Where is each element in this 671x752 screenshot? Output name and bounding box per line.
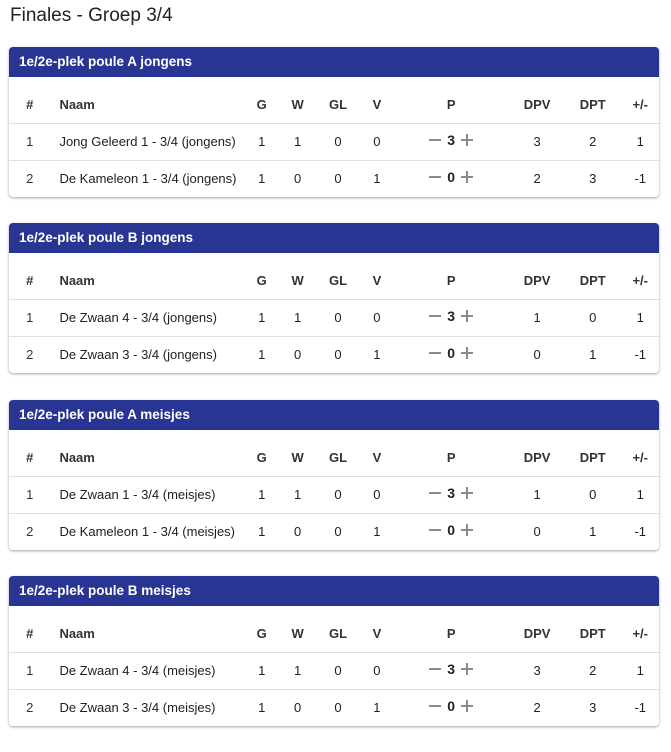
cell-dpv: 1 bbox=[533, 310, 541, 325]
col-rank: # bbox=[26, 272, 34, 288]
cell-plus-minus: 1 bbox=[636, 134, 644, 149]
col-plus-minus: +/- bbox=[632, 272, 649, 288]
poule-card-b-jongens bbox=[9, 223, 659, 373]
col-g: G bbox=[256, 96, 267, 112]
cell-g: 1 bbox=[258, 700, 266, 716]
col-rank: # bbox=[26, 625, 34, 641]
points-value: 0 bbox=[447, 698, 456, 715]
cell-dpv: 2 bbox=[533, 700, 541, 716]
cell-dpv: 0 bbox=[533, 347, 541, 363]
col-v: V bbox=[372, 272, 382, 288]
table-row bbox=[9, 652, 659, 689]
cell-plus-minus: -1 bbox=[634, 171, 647, 187]
col-p: P bbox=[446, 625, 456, 641]
minus-icon[interactable] bbox=[427, 522, 443, 538]
cell-team-name: De Zwaan 3 - 3/4 (jongens) bbox=[59, 347, 217, 363]
cell-points bbox=[392, 652, 510, 689]
plus-icon[interactable] bbox=[459, 698, 475, 714]
cell-points bbox=[392, 689, 510, 726]
standings-table bbox=[9, 430, 659, 550]
col-dpv: DPV bbox=[523, 625, 551, 641]
table-row bbox=[9, 689, 659, 726]
points-stepper bbox=[427, 169, 475, 185]
cell-w: 0 bbox=[293, 171, 302, 187]
points-stepper bbox=[427, 308, 475, 324]
plus-icon[interactable] bbox=[459, 522, 475, 538]
table-row bbox=[9, 299, 659, 336]
cell-gl: 0 bbox=[334, 171, 342, 187]
points-stepper bbox=[427, 485, 475, 501]
minus-icon[interactable] bbox=[427, 698, 443, 714]
col-g: G bbox=[256, 272, 267, 288]
cell-plus-minus: -1 bbox=[634, 347, 647, 363]
col-plus-minus: +/- bbox=[632, 625, 649, 641]
points-value: 3 bbox=[447, 485, 456, 501]
col-w: W bbox=[291, 272, 304, 288]
cell-points bbox=[392, 476, 510, 513]
col-w: W bbox=[291, 96, 304, 112]
plus-icon[interactable] bbox=[459, 308, 475, 324]
cell-team-name: De Zwaan 4 - 3/4 (meisjes) bbox=[59, 663, 216, 678]
poule-title: 1e/2e-plek poule A jongens bbox=[9, 47, 659, 77]
col-dpt: DPT bbox=[579, 272, 606, 288]
standings-table bbox=[9, 606, 659, 726]
cell-dpv: 0 bbox=[533, 524, 541, 540]
cell-dpt: 2 bbox=[589, 663, 597, 678]
table-header-row bbox=[9, 253, 659, 299]
poule-title: 1e/2e-plek poule B jongens bbox=[9, 223, 659, 253]
cell-rank: 2 bbox=[26, 700, 34, 716]
col-gl: GL bbox=[328, 449, 348, 465]
cell-rank: 2 bbox=[26, 171, 34, 187]
cell-team-name: Jong Geleerd 1 - 3/4 (jongens) bbox=[59, 134, 236, 149]
cell-dpt: 0 bbox=[589, 487, 597, 502]
cell-dpt: 2 bbox=[589, 134, 597, 149]
poule-card-a-jongens bbox=[9, 47, 659, 197]
col-rank: # bbox=[26, 449, 34, 465]
col-gl: GL bbox=[328, 625, 348, 641]
cell-rank: 1 bbox=[26, 487, 34, 502]
col-gl: GL bbox=[328, 272, 348, 288]
col-dpt: DPT bbox=[579, 96, 606, 112]
cell-w: 1 bbox=[293, 134, 302, 149]
minus-icon[interactable] bbox=[427, 485, 443, 501]
poule-title: 1e/2e-plek poule A meisjes bbox=[9, 400, 659, 430]
cell-v: 1 bbox=[373, 347, 381, 363]
poule-card-a-meisjes bbox=[9, 400, 659, 550]
cell-w: 0 bbox=[293, 347, 302, 363]
cell-v: 0 bbox=[373, 663, 381, 678]
points-value: 0 bbox=[447, 522, 456, 539]
table-row bbox=[9, 513, 659, 550]
poule-title: 1e/2e-plek poule B meisjes bbox=[9, 576, 659, 606]
col-plus-minus: +/- bbox=[632, 96, 649, 112]
col-dpv: DPV bbox=[523, 96, 551, 112]
cell-plus-minus: 1 bbox=[636, 310, 644, 325]
cell-plus-minus: -1 bbox=[634, 700, 647, 716]
table-header-row bbox=[9, 430, 659, 476]
cell-v: 1 bbox=[373, 700, 381, 716]
plus-icon[interactable] bbox=[459, 169, 475, 185]
minus-icon[interactable] bbox=[427, 169, 443, 185]
col-p: P bbox=[446, 96, 456, 112]
cell-dpv: 3 bbox=[533, 134, 541, 149]
cell-dpv: 3 bbox=[533, 663, 541, 678]
minus-icon[interactable] bbox=[427, 132, 443, 148]
table-header-row bbox=[9, 77, 659, 123]
cell-rank: 2 bbox=[26, 347, 34, 363]
col-rank: # bbox=[26, 96, 34, 112]
cell-dpt: 1 bbox=[589, 347, 597, 363]
cell-team-name: De Kameleon 1 - 3/4 (meisjes) bbox=[59, 524, 236, 540]
standings-table bbox=[9, 253, 659, 373]
cell-team-name: De Kameleon 1 - 3/4 (jongens) bbox=[59, 171, 237, 187]
cell-g: 1 bbox=[258, 134, 266, 149]
points-value: 0 bbox=[447, 345, 456, 362]
table-row bbox=[9, 123, 659, 160]
cell-dpv: 1 bbox=[533, 487, 541, 502]
cell-dpt: 1 bbox=[589, 524, 597, 540]
cell-rank: 1 bbox=[26, 134, 34, 149]
cell-w: 1 bbox=[293, 663, 302, 678]
cell-team-name: De Zwaan 1 - 3/4 (meisjes) bbox=[59, 487, 216, 502]
points-stepper bbox=[427, 345, 475, 361]
plus-icon[interactable] bbox=[459, 345, 475, 361]
cell-gl: 0 bbox=[334, 134, 342, 149]
col-p: P bbox=[446, 449, 456, 465]
cell-plus-minus: -1 bbox=[634, 524, 647, 540]
poule-card-b-meisjes bbox=[9, 576, 659, 726]
plus-icon[interactable] bbox=[459, 661, 475, 677]
col-p: P bbox=[446, 272, 456, 288]
cell-gl: 0 bbox=[334, 347, 342, 363]
table-header-row bbox=[9, 606, 659, 652]
col-gl: GL bbox=[328, 96, 348, 112]
minus-icon[interactable] bbox=[427, 661, 443, 677]
col-name: Naam bbox=[59, 449, 95, 465]
points-value: 3 bbox=[447, 661, 456, 677]
cell-v: 1 bbox=[373, 524, 381, 540]
plus-icon[interactable] bbox=[459, 485, 475, 501]
cell-g: 1 bbox=[258, 347, 266, 363]
cell-gl: 0 bbox=[334, 663, 342, 678]
cell-v: 0 bbox=[373, 310, 381, 325]
table-row bbox=[9, 476, 659, 513]
cell-v: 1 bbox=[373, 171, 381, 187]
cell-rank: 2 bbox=[26, 524, 34, 540]
cell-w: 1 bbox=[293, 310, 302, 325]
cell-plus-minus: 1 bbox=[636, 487, 644, 502]
points-value: 0 bbox=[447, 169, 456, 186]
cell-dpv: 2 bbox=[533, 171, 541, 187]
col-dpt: DPT bbox=[579, 625, 606, 641]
cell-gl: 0 bbox=[334, 487, 342, 502]
cell-points bbox=[392, 513, 510, 550]
col-w: W bbox=[291, 625, 304, 641]
table-row bbox=[9, 336, 659, 373]
cell-dpt: 3 bbox=[589, 171, 597, 187]
col-v: V bbox=[372, 625, 382, 641]
cell-g: 1 bbox=[258, 524, 266, 540]
col-v: V bbox=[372, 449, 382, 465]
col-dpt: DPT bbox=[579, 449, 606, 465]
cell-gl: 0 bbox=[334, 700, 342, 716]
cell-dpt: 3 bbox=[589, 700, 597, 716]
points-value: 3 bbox=[447, 132, 456, 148]
col-v: V bbox=[372, 96, 382, 112]
col-g: G bbox=[256, 449, 267, 465]
col-g: G bbox=[256, 625, 267, 641]
cell-points bbox=[392, 336, 510, 373]
cell-dpt: 0 bbox=[589, 310, 597, 325]
col-name: Naam bbox=[59, 272, 95, 288]
cell-points bbox=[392, 299, 510, 336]
cell-team-name: De Zwaan 3 - 3/4 (meisjes) bbox=[59, 700, 216, 716]
col-dpv: DPV bbox=[523, 272, 551, 288]
minus-icon[interactable] bbox=[427, 345, 443, 361]
standings-table bbox=[9, 77, 659, 197]
points-stepper bbox=[427, 132, 475, 148]
col-plus-minus: +/- bbox=[632, 449, 649, 465]
points-stepper bbox=[427, 661, 475, 677]
cell-w: 1 bbox=[293, 487, 302, 502]
cell-gl: 0 bbox=[334, 310, 342, 325]
points-stepper bbox=[427, 522, 475, 538]
cell-g: 1 bbox=[258, 310, 266, 325]
points-stepper bbox=[427, 698, 475, 714]
col-dpv: DPV bbox=[523, 449, 551, 465]
points-value: 3 bbox=[447, 308, 456, 324]
col-name: Naam bbox=[59, 96, 95, 112]
cell-team-name: De Zwaan 4 - 3/4 (jongens) bbox=[59, 310, 217, 325]
col-w: W bbox=[291, 449, 304, 465]
cell-v: 0 bbox=[373, 134, 381, 149]
cell-g: 1 bbox=[258, 663, 266, 678]
cell-w: 0 bbox=[293, 524, 302, 540]
plus-icon[interactable] bbox=[459, 132, 475, 148]
cell-plus-minus: 1 bbox=[636, 663, 644, 678]
cell-v: 0 bbox=[373, 487, 381, 502]
table-row bbox=[9, 160, 659, 197]
cell-w: 0 bbox=[293, 700, 302, 716]
cell-rank: 1 bbox=[26, 663, 34, 678]
cell-g: 1 bbox=[258, 487, 266, 502]
cell-points bbox=[392, 123, 510, 160]
cell-g: 1 bbox=[258, 171, 266, 187]
page-title: Finales - Groep 3/4 bbox=[10, 5, 173, 26]
cell-gl: 0 bbox=[334, 524, 342, 540]
minus-icon[interactable] bbox=[427, 308, 443, 324]
cell-points bbox=[392, 160, 510, 197]
col-name: Naam bbox=[59, 625, 95, 641]
cell-rank: 1 bbox=[26, 310, 34, 325]
